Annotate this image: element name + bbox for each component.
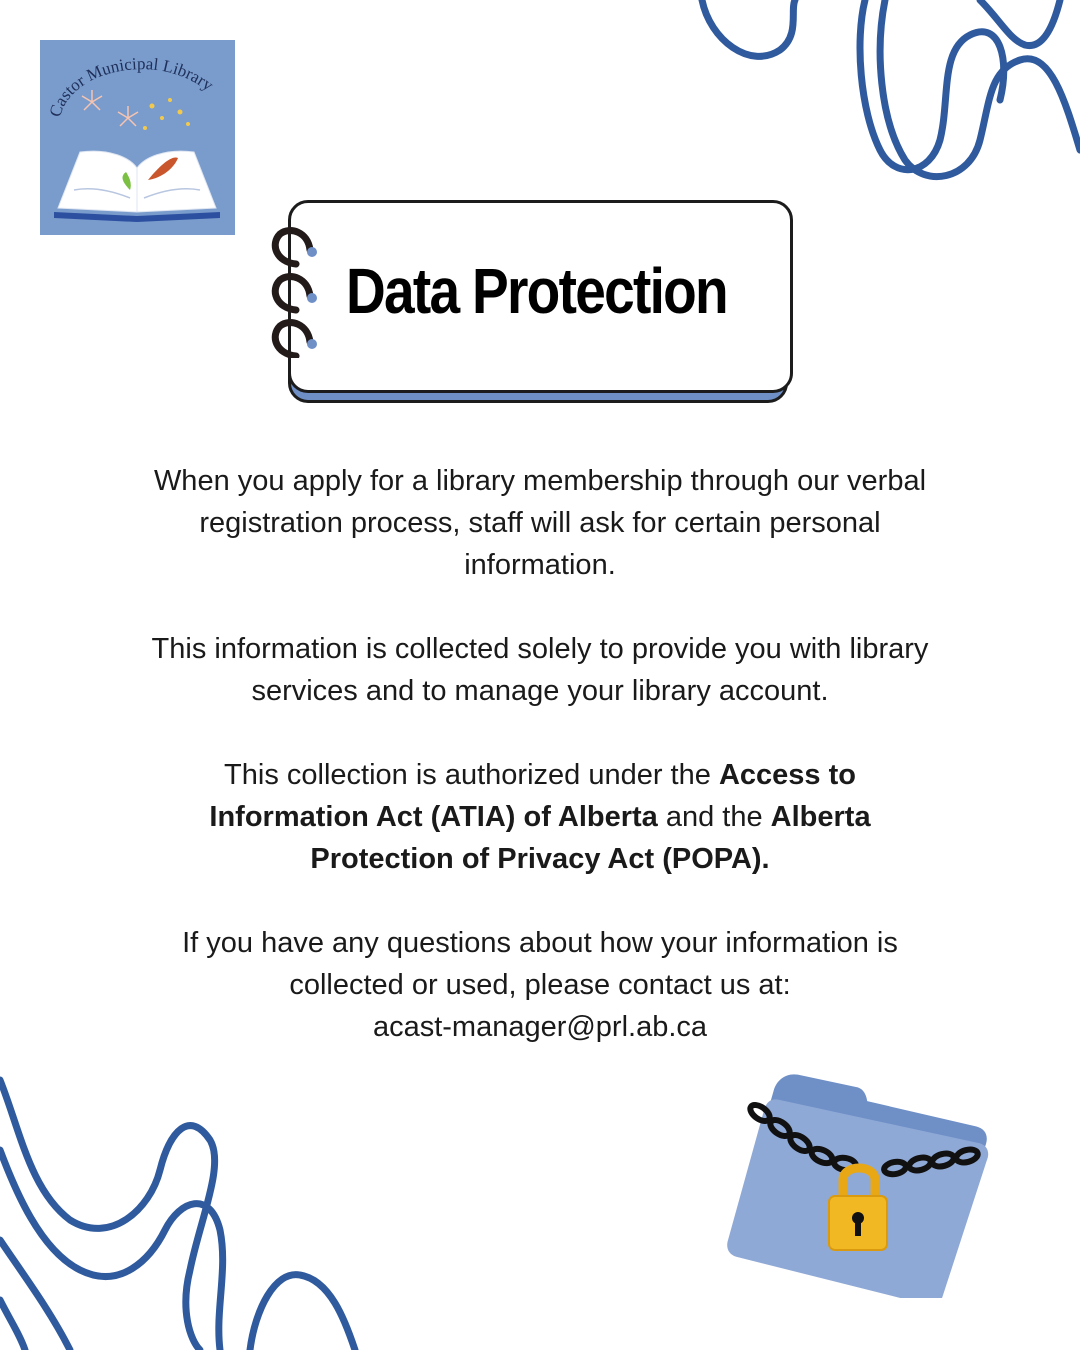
logo-text: Castor Municipal Library (45, 54, 218, 120)
contact-text: If you have any questions about how your information is collected or used, please contact us at: (182, 927, 898, 1001)
authorization-lead: This collection is authorized under the (224, 759, 719, 791)
paragraph-membership: When you apply for a library membership through our verbal registration process, staff will ask for certain personal information. (153, 465, 927, 581)
page-title: Data Protection (346, 255, 727, 327)
notebook-rings-icon (268, 218, 328, 358)
paragraph-authorization (150, 754, 930, 880)
paragraph-purpose: This information is collected solely to provide you with library services and to manage your library account. (151, 633, 929, 707)
decorative-swirl-bottom-left (0, 1070, 380, 1350)
decorative-swirl-top-right (680, 0, 1080, 190)
authorization-mid: and the (657, 801, 771, 833)
locked-folder-icon (725, 1068, 1005, 1298)
title-card (268, 198, 813, 413)
library-logo (40, 40, 235, 235)
contact-email[interactable]: acast-manager@prl.ab.ca (372, 1011, 708, 1043)
act-popa: Alberta Protection of Privacy Act (POPA). (310, 801, 871, 875)
act-atia: Access to Information Act (ATIA) of Alberta (209, 759, 856, 833)
open-book-fireworks-logo-icon (40, 40, 235, 235)
paragraph-contact (150, 922, 930, 1048)
body-content (150, 460, 930, 1048)
